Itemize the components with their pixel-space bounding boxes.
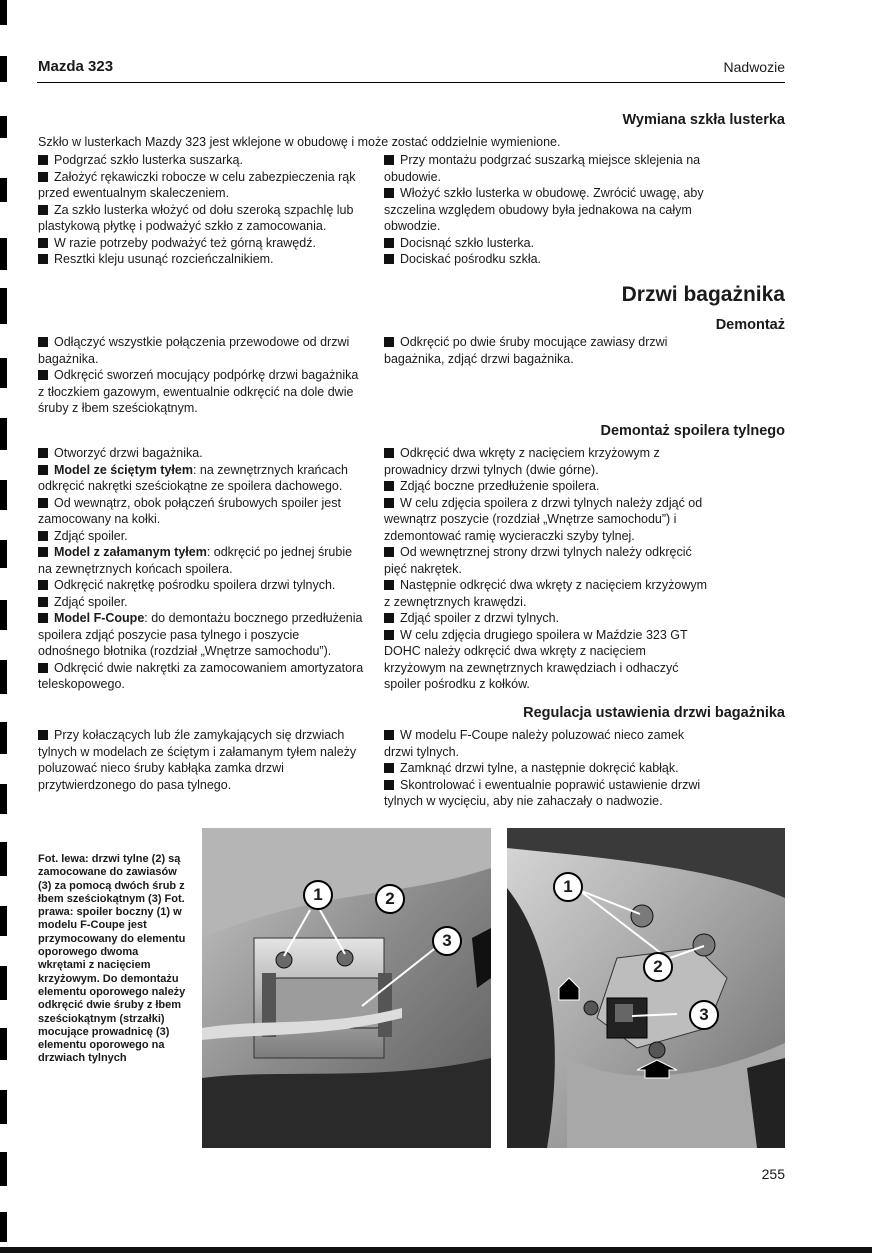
label-2: 2	[375, 884, 405, 914]
bullet-square-icon	[384, 254, 394, 264]
photo-spoiler	[507, 828, 785, 1148]
list-item: Zdjąć spoiler.	[38, 528, 364, 545]
bullet-square-icon	[38, 580, 48, 590]
list-item: Następnie odkręcić dwa wkręty z nacięciem krzyżowym z zewnętrznych krawędzi.	[384, 578, 708, 609]
bullet-square-icon	[38, 597, 48, 607]
list-item: Otworzyć drzwi bagażnika.	[38, 445, 364, 462]
photo-hinge	[202, 828, 491, 1148]
bullet-square-icon	[384, 498, 394, 508]
section-title-spoiler: Demontaż spoilera tylnego	[600, 423, 785, 439]
photo-hinge-leaders	[202, 828, 491, 1148]
bullet-square-icon	[384, 188, 394, 198]
photo-spoiler-leaders	[507, 828, 785, 1148]
page-number: 255	[761, 1166, 785, 1182]
bullet-square-icon	[38, 448, 48, 458]
list-item: Zdjąć spoiler.	[38, 594, 364, 611]
bullet-square-icon	[384, 337, 394, 347]
list-item: W modelu F-Coupe należy poluzować nieco zamek drzwi tylnych.	[384, 728, 685, 759]
binding-mark	[0, 1028, 7, 1060]
bullet-square-icon	[38, 465, 48, 475]
removal-left-column	[38, 334, 364, 417]
bullet-square-icon	[38, 498, 48, 508]
bullet-square-icon	[38, 531, 48, 541]
list-item: Przy montażu podgrzać suszarką miejsce sklejenia na obudowie.	[384, 153, 701, 184]
glass-right-column	[384, 152, 710, 268]
binding-mark	[0, 842, 7, 876]
binding-mark	[0, 480, 7, 510]
list-item: Odłączyć wszystkie połączenia przewodowe od drzwi bagażnika.	[38, 335, 350, 366]
list-item: Założyć rękawiczki robocze w celu zabezpieczenia rąk przed ewentualnym skaleczeniem.	[38, 169, 356, 200]
header-section: Nadwozie	[723, 59, 785, 75]
bullet-square-icon	[38, 663, 48, 673]
label-3: 3	[689, 1000, 719, 1030]
binding-mark	[0, 238, 7, 270]
list-item: Zdjąć boczne przedłużenie spoilera.	[384, 478, 710, 495]
chapter-title: Drzwi bagażnika	[621, 283, 785, 306]
bullet-square-icon	[38, 613, 48, 623]
adjust-right-column	[384, 727, 710, 810]
list-item: Model z załamanym tyłem: odkręcić po jednej śrubie na zewnętrznych końcach spoilera.	[38, 545, 353, 576]
binding-mark	[0, 418, 7, 450]
bullet-square-icon	[384, 613, 394, 623]
removal-right-column	[384, 334, 710, 367]
list-item: W razie potrzeby podważyć też górną krawędź.	[38, 235, 364, 252]
bullet-square-icon	[384, 763, 394, 773]
binding-mark	[0, 358, 7, 388]
list-item: Skontrolować i ewentualnie poprawić ustawienie drzwi tylnych w wycięciu, aby nie zahaczały o nadwozie.	[384, 777, 701, 808]
bullet-square-icon	[384, 780, 394, 790]
list-item: Za szkło lusterka włożyć od dołu szeroką szpachlę lub plastykową płytkę i podważyć szkło z zamocowania.	[38, 202, 354, 233]
bullet-square-icon	[38, 205, 48, 215]
bullet-square-icon	[384, 630, 394, 640]
list-item: Od wewnątrz, obok połączeń śrubowych spoiler jest zamocowany na kołki.	[38, 495, 341, 526]
list-item: Resztki kleju usunąć rozcieńczalnikiem.	[38, 251, 364, 268]
figure-caption: Fot. lewa: drzwi tylne (2) są zamocowane do zawiasów (3) za pomocą dwóch śrub z łbem sześciokątnym (3) Fot. prawa: spoiler boczny (1) w modelu F-Coupe jest przymocowany do elementu oporowego dwoma wkrętami z nacięciem krzyżowym. Do demontażu elementu oporowego należy odkręcić dwie śruby z łbem sześciokątnym (strzałki) mocujące prowadnicę (3) elementu oporowego na drzwiach tylnych	[38, 853, 186, 1065]
header-brand: Mazda 323	[38, 58, 114, 75]
list-item: Odkręcić nakrętkę pośrodku spoilera drzwi tylnych.	[38, 577, 364, 594]
list-item: Odkręcić dwa wkręty z nacięciem krzyżowym z prowadnicy drzwi tylnych (dwie górne).	[384, 446, 660, 477]
list-item: Odkręcić sworzeń mocujący podpórkę drzwi bagażnika z tłoczkiem gazowym, ewentualnie odkręcić na dole dwie śruby z łbem sześciokątnym.	[38, 368, 359, 415]
list-item: Model F-Coupe: do demontażu bocznego przedłużenia spoilera zdjąć poszycie pasa tylnego i poszycie odnośnego błotnika (rozdział „Wnętrze samochodu”).	[38, 611, 363, 658]
list-item: W celu zdjęcia drugiego spoilera w Maździe 323 GT DOHC należy odkręcić dwa wkręty z nacięciem krzyżowym na zewnętrznych krawędziach i odhaczyć spoiler pośrodku z kołków.	[384, 627, 688, 691]
glass-intro: Szkło w lusterkach Mazdy 323 jest wklejone w obudowę i może zostać oddzielnie wymienione.	[38, 135, 561, 149]
bullet-square-icon	[384, 730, 394, 740]
binding-mark	[0, 0, 7, 25]
binding-mark	[0, 540, 7, 568]
spoiler-right-column	[384, 445, 710, 693]
bottom-bar	[0, 1247, 872, 1253]
label-1: 1	[553, 872, 583, 902]
binding-mark	[0, 722, 7, 754]
bullet-square-icon	[384, 580, 394, 590]
binding-mark	[0, 1152, 7, 1186]
binding-mark	[0, 178, 7, 202]
list-item: Zdjąć spoiler z drzwi tylnych.	[384, 610, 710, 627]
header-rule	[37, 82, 785, 83]
bullet-square-icon	[38, 730, 48, 740]
list-item: Model ze ściętym tyłem: na zewnętrznych krańcach odkręcić nakrętki sześciokątne ze spoilera dachowego.	[38, 462, 348, 493]
bullet-square-icon	[384, 155, 394, 165]
list-item: Podgrzać szkło lusterka suszarką.	[38, 152, 364, 169]
label-1: 1	[303, 880, 333, 910]
list-item: Od wewnętrznej strony drzwi tylnych należy odkręcić pięć nakrętek.	[384, 545, 692, 576]
list-item: Docisnąć szkło lusterka.	[384, 235, 710, 252]
label-3: 3	[432, 926, 462, 956]
list-item: Odkręcić po dwie śruby mocujące zawiasy drzwi bagażnika, zdjąć drzwi bagażnika.	[384, 335, 668, 366]
list-item: Dociskać pośrodku szkła.	[384, 251, 710, 268]
list-item: Zamknąć drzwi tylne, a następnie dokręcić kabłąk.	[384, 760, 710, 777]
binding-mark	[0, 288, 7, 324]
binding-mark	[0, 1090, 7, 1124]
bullet-square-icon	[384, 481, 394, 491]
bullet-square-icon	[38, 370, 48, 380]
list-item: W celu zdjęcia spoilera z drzwi tylnych należy zdjąć od wewnątrz poszycie (rozdział „Wnętrze samochodu”) i zdemontować ramię wycieraczki szyby tylnej.	[384, 495, 703, 543]
binding-mark	[0, 966, 7, 1000]
list-item: Włożyć szkło lusterka w obudowę. Zwrócić uwagę, aby szczelina względem obudowy była jednakowa na całym obwodzie.	[384, 186, 704, 233]
list-item: Przy kołaczących lub źle zamykających się drzwiach tylnych w modelach ze ściętym i załamanym tyłem należy poluzować nieco śruby kabłąka zamka drzwi przytwierdzonego do pasa tylnego.	[38, 728, 357, 792]
bullet-square-icon	[38, 337, 48, 347]
binding-mark	[0, 660, 7, 694]
list-item: Odkręcić dwie nakrętki za zamocowaniem amortyzatora teleskopowego.	[38, 660, 364, 691]
binding-mark	[0, 56, 7, 82]
spoiler-left-column	[38, 445, 364, 693]
adjust-left-column	[38, 727, 364, 793]
section-title-removal: Demontaż	[715, 317, 785, 333]
bullet-square-icon	[38, 155, 48, 165]
bullet-square-icon	[38, 172, 48, 182]
label-2: 2	[643, 952, 673, 982]
binding-mark	[0, 116, 7, 138]
bullet-square-icon	[38, 238, 48, 248]
binding-mark	[0, 600, 7, 630]
binding-mark	[0, 784, 7, 814]
bullet-square-icon	[38, 547, 48, 557]
section-title-adjust: Regulacja ustawienia drzwi bagażnika	[523, 705, 785, 721]
bullet-square-icon	[384, 547, 394, 557]
bullet-square-icon	[384, 448, 394, 458]
binding-mark	[0, 1212, 7, 1242]
bullet-square-icon	[38, 254, 48, 264]
section-title-glass: Wymiana szkła lusterka	[622, 112, 785, 128]
binding-mark	[0, 906, 7, 936]
glass-left-column	[38, 152, 364, 268]
bullet-square-icon	[384, 238, 394, 248]
